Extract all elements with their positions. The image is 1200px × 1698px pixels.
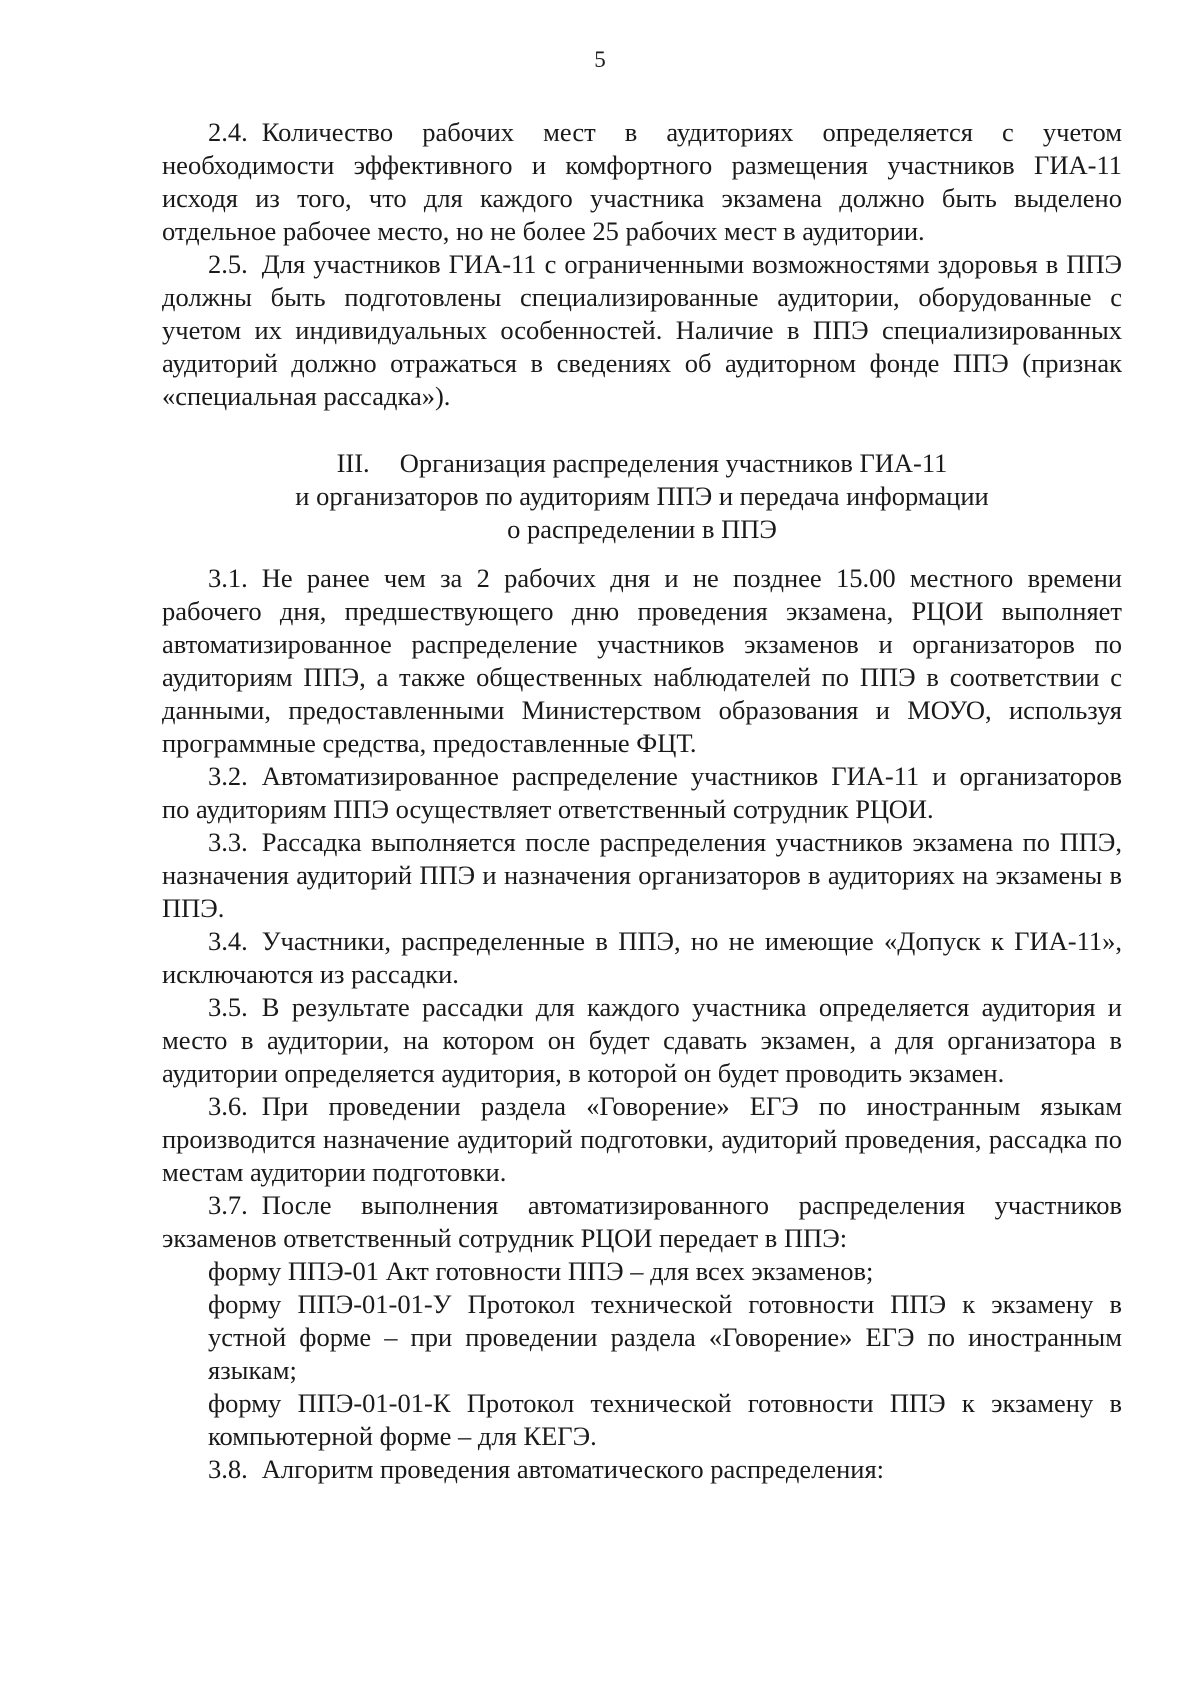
heading-line-1 — [162, 447, 1122, 480]
paragraph-text: Алгоритм проведения автоматического распределения: — [261, 1454, 885, 1484]
list-item-form-ppe-01-01-k: форму ППЭ-01-01-К Протокол технической готовности ППЭ к экзамену в компьютерной форме – для КЕГЭ. — [208, 1388, 1122, 1451]
paragraph-text: Автоматизированное распределение участников ГИА-11 и организаторов по аудиториям ППЭ осуществляет ответственный сотрудник РЦОИ. — [162, 761, 1122, 824]
paragraph-3-8 — [162, 1453, 1122, 1486]
paragraph-3-6 — [162, 1090, 1122, 1189]
heading-text-1: Организация распределения участников ГИА-11 — [399, 448, 948, 478]
paragraph-3-2 — [162, 760, 1122, 826]
paragraph-2-4 — [162, 116, 1122, 248]
section-heading — [162, 447, 1122, 546]
paragraph-number: 2.5. — [208, 249, 248, 279]
paragraph-number: 3.1. — [208, 563, 248, 593]
paragraph-number: 2.4. — [208, 117, 248, 147]
paragraph-3-3 — [162, 826, 1122, 925]
paragraph-text: Рассадка выполняется после распределения участников экзамена по ППЭ, назначения аудиторий ППЭ и назначения организаторов в аудиториях на экзамены в ППЭ. — [162, 827, 1122, 923]
heading-line-2: и организаторов по аудиториям ППЭ и передача информации — [295, 481, 989, 511]
paragraph-3-4 — [162, 925, 1122, 991]
paragraph-3-1 — [162, 562, 1122, 760]
paragraph-number: 3.8. — [208, 1454, 248, 1484]
page-number: 5 — [594, 47, 606, 72]
paragraph-3-7 — [162, 1189, 1122, 1255]
list-item-form-ppe-01-01-u: форму ППЭ-01-01-У Протокол технической готовности ППЭ к экзамену в устной форме – при проведении раздела «Говорение» ЕГЭ по иностранным языкам; — [208, 1289, 1122, 1385]
section-3-paragraphs — [162, 562, 1122, 1486]
paragraph-text: Не ранее чем за 2 рабочих дня и не позднее 15.00 местного времени рабочего дня, предшествующего дню проведения экзамена, РЦОИ выполняет автоматизированное распределение участников экзаменов и организаторов по аудиториям ППЭ, а также общественных наблюдателей по ППЭ в соответствии с данными, предоставленными Министерством образования и МОУО, используя программные средства, предоставленные ФЦТ. — [162, 563, 1122, 758]
paragraph-text: При проведении раздела «Говорение» ЕГЭ по иностранным языкам производится назначение аудиторий подготовки, аудиторий проведения, рассадка по местам аудитории подготовки. — [162, 1091, 1122, 1187]
paragraph-text: В результате рассадки для каждого участника определяется аудитория и место в аудитории, на котором он будет сдавать экзамен, а для организатора в аудитории определяется аудитория, в которой он будет проводить экзамен. — [162, 992, 1122, 1088]
list-item-form-ppe-01: форму ППЭ-01 Акт готовности ППЭ – для всех экзаменов; — [208, 1256, 874, 1286]
paragraph-number: 3.5. — [208, 992, 248, 1022]
section-2-paragraphs — [162, 116, 1122, 413]
paragraph-text: Количество рабочих мест в аудиториях определяется с учетом необходимости эффективного и комфортного размещения участников ГИА-11 исходя из того, что для каждого участника экзамена должно быть выделено отдельное рабочее место, но не более 25 рабочих мест в аудитории. — [162, 117, 1122, 246]
paragraph-3-5 — [162, 991, 1122, 1090]
paragraph-2-5 — [162, 248, 1122, 413]
paragraph-number: 3.2. — [208, 761, 248, 791]
section-roman-numeral: III. — [336, 448, 370, 478]
paragraph-number: 3.4. — [208, 926, 248, 956]
heading-line-3: о распределении в ППЭ — [507, 514, 777, 544]
paragraph-text: Для участников ГИА-11 с ограниченными возможностями здоровья в ППЭ должны быть подготовлены специализированные аудитории, оборудованные с учетом их индивидуальных особенностей. Наличие в ППЭ специализированных аудиторий должно отражаться в сведениях об аудиторном фонде ППЭ (признак «специальная рассадка»). — [162, 249, 1122, 411]
paragraph-number: 3.7. — [208, 1190, 248, 1220]
paragraph-number: 3.3. — [208, 827, 248, 857]
paragraph-text: Участники, распределенные в ППЭ, но не имеющие «Допуск к ГИА-11», исключаются из рассадки. — [162, 926, 1122, 989]
paragraph-number: 3.6. — [208, 1091, 248, 1121]
paragraph-text: После выполнения автоматизированного распределения участников экзаменов ответственный сотрудник РЦОИ передает в ППЭ: — [162, 1190, 1122, 1253]
